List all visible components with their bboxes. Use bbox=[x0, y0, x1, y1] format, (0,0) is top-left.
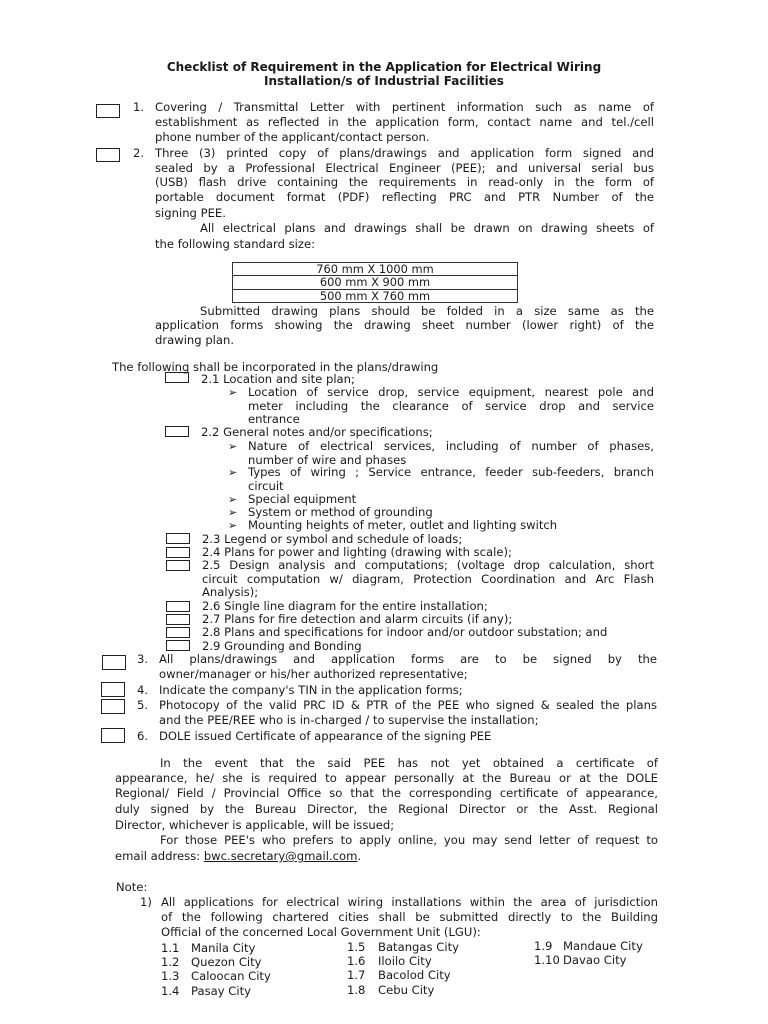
size-cell: 600 mm X 900 mm bbox=[233, 276, 518, 289]
size-cell: 500 mm X 760 mm bbox=[233, 289, 518, 302]
sub-bullet-text: System or method of grounding bbox=[248, 505, 433, 519]
item-4-number: 4. bbox=[137, 683, 149, 697]
checkbox-item-5[interactable] bbox=[101, 699, 125, 714]
table-row bbox=[233, 276, 518, 289]
item-3-text: All plans/drawings and application forms are to be signed by the bbox=[159, 652, 657, 666]
item-1-text: Covering / Transmittal Letter with pertinent information such as name of bbox=[155, 100, 654, 114]
item-1-text: establishment as reflected in the application form, contact name and tel./cell bbox=[155, 115, 654, 129]
arrow-bullet-icon: ➢ bbox=[228, 386, 238, 399]
item-3-text: owner/manager or his/her authorized representative; bbox=[159, 667, 468, 681]
item-1-number: 1. bbox=[133, 100, 145, 114]
note-1-text: Official of the concerned Local Government Unit (LGU): bbox=[161, 925, 481, 939]
online-paragraph: For those PEE's who prefers to apply online, you may send letter of request to bbox=[160, 833, 658, 847]
online-paragraph bbox=[115, 849, 361, 863]
checkbox-item-2-1[interactable] bbox=[165, 372, 189, 383]
sub-item-2-5: 2.5 Design analysis and computations; (voltage drop calculation, short bbox=[202, 558, 654, 572]
city-number: 1.8 bbox=[347, 983, 366, 997]
sub-bullet-text: Types of wiring ; Service entrance, feeder sub-feeders, branch bbox=[248, 465, 654, 479]
item-6-number: 6. bbox=[137, 729, 149, 743]
email-period: . bbox=[357, 849, 362, 863]
city-name: Batangas City bbox=[378, 940, 459, 954]
sub-item-2-4: 2.4 Plans for power and lighting (drawing with scale); bbox=[202, 545, 512, 559]
certificate-paragraph: Regional/ Field / Provincial Office so that the corresponding certificate of appearance, bbox=[115, 786, 658, 800]
sub-item-2-5: Analysis); bbox=[202, 585, 259, 599]
table-row bbox=[233, 263, 518, 276]
folding-note: drawing plan. bbox=[155, 333, 235, 347]
sub-bullet-text: circuit bbox=[248, 479, 284, 493]
certificate-paragraph: In the event that the said PEE has not yet obtained a certificate of bbox=[160, 756, 658, 770]
email-link[interactable]: bwc.secretary@gmail.com bbox=[203, 849, 358, 863]
sub-item-2-3: 2.3 Legend or symbol and schedule of loads; bbox=[202, 532, 463, 546]
note-label: Note: bbox=[116, 880, 148, 894]
item-2-text: sealed by a Professional Electrical Engineer (PEE); and universal serial bus bbox=[155, 161, 654, 175]
sub-bullet-text: entrance bbox=[248, 412, 300, 426]
city-name: Cebu City bbox=[378, 983, 435, 997]
sub-item-2-7: 2.7 Plans for fire detection and alarm circuits (if any); bbox=[202, 612, 513, 626]
checkbox-item-2[interactable] bbox=[96, 148, 120, 162]
sub-bullet-text: number of wire and phases bbox=[248, 453, 407, 467]
arrow-bullet-icon: ➢ bbox=[228, 493, 238, 506]
checkbox-item-6[interactable] bbox=[101, 728, 125, 743]
checkbox-item-1[interactable] bbox=[96, 104, 120, 118]
email-label: email address: bbox=[115, 849, 204, 863]
sub-item-2-5: circuit computation w/ diagram, Protection Coordination and Arc Flash bbox=[202, 572, 654, 586]
city-name: Iloilo City bbox=[378, 954, 432, 968]
sub-item-2-2: 2.2 General notes and/or specifications; bbox=[201, 425, 433, 439]
document-title-line2: Installation/s of Industrial Facilities bbox=[264, 74, 504, 88]
sub-bullet-text: Mounting heights of meter, outlet and lighting switch bbox=[248, 518, 558, 532]
arrow-bullet-icon: ➢ bbox=[228, 440, 238, 453]
city-name: Caloocan City bbox=[191, 969, 271, 983]
city-name: Bacolod City bbox=[378, 968, 451, 982]
certificate-paragraph: appearance, he/ she is required to appear personally at the Bureau or at the DOLE bbox=[115, 771, 658, 785]
arrow-bullet-icon: ➢ bbox=[228, 519, 238, 532]
city-number: 1.2 bbox=[161, 955, 180, 969]
checkbox-item-2-5[interactable] bbox=[166, 560, 190, 571]
item-5-text: Photocopy of the valid PRC ID & PTR of the PEE who signed & sealed the plans bbox=[159, 698, 657, 712]
item-4-text: Indicate the company's TIN in the application forms; bbox=[159, 683, 463, 697]
sub-item-2-9: 2.9 Grounding and Bonding bbox=[202, 639, 362, 653]
note-1-number: 1) bbox=[140, 895, 152, 909]
item-2-drawing-note: All electrical plans and drawings shall be drawn on drawing sheets of bbox=[200, 221, 654, 235]
size-cell: 760 mm X 1000 mm bbox=[233, 263, 518, 276]
note-1-text: All applications for electrical wiring installations within the area of jurisdiction bbox=[161, 895, 658, 909]
certificate-paragraph: duly signed by the Bureau Director, the Regional Director or the Asst. Regional bbox=[115, 802, 658, 816]
checkbox-item-2-8[interactable] bbox=[166, 627, 190, 638]
checkbox-item-2-9[interactable] bbox=[166, 640, 190, 651]
item-5-number: 5. bbox=[137, 698, 149, 712]
city-name: Pasay City bbox=[191, 984, 251, 998]
city-number: 1.6 bbox=[347, 954, 366, 968]
item-2-text: (USB) flash drive containing the requirements in read-only in the form of bbox=[155, 175, 654, 189]
certificate-paragraph: Director, whichever is applicable, will be issued; bbox=[115, 818, 395, 832]
item-6-text: DOLE issued Certificate of appearance of the signing PEE bbox=[159, 729, 492, 743]
checkbox-item-3[interactable] bbox=[102, 655, 126, 670]
checkbox-item-2-3[interactable] bbox=[166, 533, 190, 544]
city-name: Quezon City bbox=[191, 955, 262, 969]
sub-bullet-text: Location of service drop, service equipment, nearest pole and bbox=[248, 385, 654, 399]
sub-item-2-6: 2.6 Single line diagram for the entire installation; bbox=[202, 599, 488, 613]
item-2-number: 2. bbox=[133, 146, 145, 160]
incorporated-heading: The following shall be incorporated in the plans/drawing bbox=[112, 360, 439, 374]
sub-bullet-text: meter including the clearance of service drop and service bbox=[248, 399, 654, 413]
note-1-text: of the following chartered cities shall be submitted directly to the Building bbox=[161, 910, 658, 924]
city-name: Mandaue City bbox=[563, 939, 643, 953]
city-number: 1.1 bbox=[161, 941, 180, 955]
item-5-text: and the PEE/REE who is in-charged / to supervise the installation; bbox=[159, 713, 539, 727]
sub-bullet-text: Nature of electrical services, including of number of phases, bbox=[248, 439, 654, 453]
checkbox-item-2-2[interactable] bbox=[165, 426, 189, 437]
city-number: 1.7 bbox=[347, 968, 366, 982]
item-2-text: Three (3) printed copy of plans/drawings and application form signed and bbox=[155, 146, 654, 160]
standard-sizes-table bbox=[232, 262, 518, 303]
item-2-text: portable document format (PDF) reflecting PRC and PTR Number of the bbox=[155, 190, 654, 204]
city-number: 1.3 bbox=[161, 969, 180, 983]
city-number: 1.4 bbox=[161, 984, 180, 998]
item-2-drawing-note: the following standard size: bbox=[155, 237, 316, 251]
item-3-number: 3. bbox=[137, 652, 149, 666]
checkbox-item-2-7[interactable] bbox=[166, 614, 190, 625]
city-number: 1.5 bbox=[347, 940, 366, 954]
arrow-bullet-icon: ➢ bbox=[228, 466, 238, 479]
sub-item-2-1: 2.1 Location and site plan; bbox=[201, 372, 355, 386]
item-1-text: phone number of the applicant/contact person. bbox=[155, 130, 430, 144]
document-title-line1: Checklist of Requirement in the Application for Electrical Wiring bbox=[166, 60, 602, 74]
checkbox-item-2-6[interactable] bbox=[166, 601, 190, 612]
city-name: Davao City bbox=[563, 953, 627, 967]
checkbox-item-4[interactable] bbox=[101, 682, 125, 697]
table-row bbox=[233, 289, 518, 302]
sub-item-2-8: 2.8 Plans and specifications for indoor and/or outdoor substation; and bbox=[202, 625, 608, 639]
city-name: Manila City bbox=[191, 941, 256, 955]
city-number: 1.9 bbox=[534, 939, 553, 953]
folding-note: Submitted drawing plans should be folded in a size same as the bbox=[200, 304, 654, 318]
arrow-bullet-icon: ➢ bbox=[228, 506, 238, 519]
city-number: 1.10 bbox=[534, 953, 560, 967]
sub-bullet-text: Special equipment bbox=[248, 492, 357, 506]
item-2-text: signing PEE. bbox=[155, 206, 226, 220]
checkbox-item-2-4[interactable] bbox=[166, 547, 190, 558]
folding-note: application forms showing the drawing sheet number (lower right) of the bbox=[155, 318, 654, 332]
